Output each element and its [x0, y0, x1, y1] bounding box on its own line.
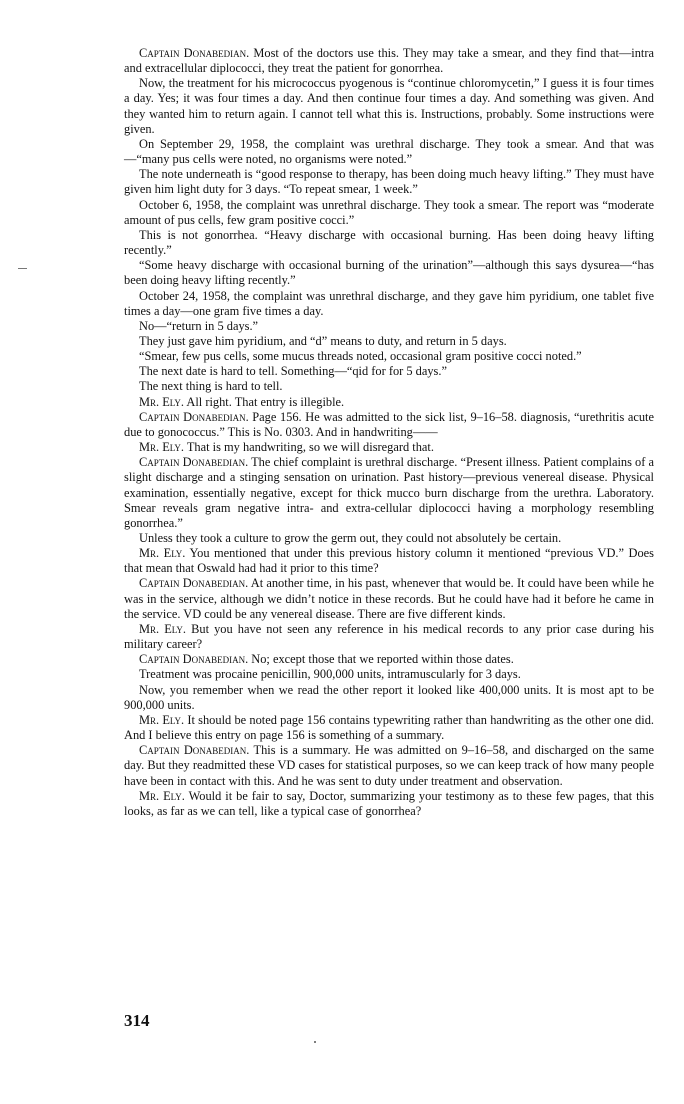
transcript-paragraph: [124, 167, 654, 197]
transcript-paragraph: [124, 546, 654, 576]
speaker-name: Captain Donabedian.: [139, 46, 250, 60]
transcript-paragraph: [124, 713, 654, 743]
speaker-name: Mr. Ely.: [139, 546, 186, 561]
paragraph-text: It should be noted page 156 contains typewriting rather than handwriting as the other one did. And I believe this entry on page 156 is something of a summary.: [124, 712, 654, 743]
paragraph-text: The next date is hard to tell. Something—“qid for for 5 days.”: [139, 364, 447, 379]
paragraph-text: The note underneath is “good response to therapy, has been doing much heavy lifting.” They must have given him light duty for 3 days. “To repeat smear, 1 week.”: [124, 167, 654, 197]
transcript-body: [124, 46, 654, 819]
paragraph-text: October 24, 1958, the complaint was unrethral discharge, and they gave him pyridium, one tablet five times a day—one gram five times a day.: [124, 288, 654, 318]
speaker-name: Mr. Ely.: [139, 788, 185, 803]
paragraph-text: This is not gonorrhea. “Heavy discharge with occasional burning. Has been doing heavy lifting recently.”: [124, 227, 654, 258]
margin-dash: [18, 268, 27, 269]
paragraph-text: “Some heavy discharge with occasional burning of the urination”—although this says dysurea—“has been doing heavy lifting recently.”: [124, 258, 654, 288]
paragraph-text: Treatment was procaine penicillin, 900,000 units, intramuscularly for 3 days.: [139, 667, 521, 682]
transcript-paragraph: [124, 76, 654, 137]
speaker-name: Mr. Ely.: [139, 712, 185, 727]
transcript-paragraph: [124, 531, 654, 546]
paragraph-text: Page 156. He was admitted to the sick list, 9–16–58. diagnosis, “urethritis acute due to gonococcus.” This is No. 0303. And in handwriting——: [124, 409, 654, 439]
transcript-paragraph: [124, 410, 654, 440]
transcript-paragraph: [124, 258, 654, 288]
paragraph-text: The next thing is hard to tell.: [139, 379, 283, 394]
paragraph-text: This is a summary. He was admitted on 9–16–58, and discharged on the same day. But they readmitted these VD cases for statistical purposes, so we can keep track of how many people have been in contact with this. And he was sent to duty under treatment and observation.: [124, 743, 655, 788]
transcript-paragraph: [124, 440, 654, 455]
transcript-paragraph: [124, 789, 654, 819]
transcript-paragraph: [124, 576, 654, 621]
transcript-paragraph: [124, 319, 654, 334]
paragraph-text: That is my handwriting, so we will disregard that.: [183, 440, 434, 455]
stray-dot: [314, 1041, 316, 1043]
paragraph-text: No—“return in 5 days.”: [139, 318, 259, 333]
paragraph-text: Unless they took a culture to grow the germ out, they could not absolutely be certain.: [139, 531, 562, 545]
transcript-paragraph: [124, 652, 654, 667]
paragraph-text: You mentioned that under this previous history column it mentioned “previous VD.” Does that mean that Oswald had had it prior to this time?: [124, 546, 654, 576]
speaker-name: Captain Donabedian.: [139, 576, 249, 591]
speaker-name: Captain Donabedian.: [139, 743, 250, 758]
paragraph-text: Would it be fair to say, Doctor, summarizing your testimony as to these few pages, that this looks, as far as we can tell, like a typical case of gonorrhea?: [124, 788, 654, 818]
paragraph-text: At another time, in his past, whenever that would be. It could have been while he was in the service, although we didn’t notice in these records. But he could have had it before he came in the service. VD could be any venereal disease. There are five different kinds.: [124, 576, 654, 621]
paragraph-text: No; except those that we reported within those dates.: [248, 652, 514, 667]
transcript-paragraph: [124, 228, 654, 258]
speaker-name: Captain Donabedian.: [139, 455, 249, 470]
paragraph-text: Now, the treatment for his micrococcus pyogenous is “continue chloromycetin,” I guess it is four times a day. Yes; it was four times a day. And then continue four times a day. And something was given. And they wanted him to return again. I cannot tell what this is. Instructions, probably. Some instructions were given.: [124, 76, 654, 136]
paragraph-text: They just gave him pyridium, and “d” means to duty, and return in 5 days.: [139, 333, 507, 348]
transcript-paragraph: [124, 743, 654, 788]
paragraph-text: On September 29, 1958, the complaint was urethral discharge. They took a smear. And that was—“many pus cells were noted, no organisms were noted.”: [124, 136, 654, 167]
speaker-name: Mr. Ely.: [139, 440, 184, 455]
transcript-paragraph: [124, 198, 654, 228]
transcript-paragraph: [124, 46, 654, 76]
paragraph-text: But you have not seen any reference in his medical records to any prior case during his military career?: [124, 621, 655, 652]
transcript-paragraph: [124, 137, 654, 167]
transcript-paragraph: [124, 395, 654, 410]
transcript-paragraph: [124, 334, 654, 349]
paragraph-text: All right. That entry is illegible.: [183, 394, 345, 409]
speaker-name: Captain Donabedian.: [139, 409, 249, 424]
transcript-paragraph: [124, 455, 654, 531]
speaker-name: Mr. Ely.: [139, 621, 186, 636]
paragraph-text: Most of the doctors use this. They may take a smear, and they find that—intra and extracellular diplococci, they treat the patient for gonorrhea.: [124, 46, 654, 76]
transcript-paragraph: [124, 349, 654, 364]
paragraph-text: Now, you remember when we read the other report it looked like 400,000 units. It is most apt to be 900,000 units.: [124, 682, 654, 712]
speaker-name: Captain Donabedian.: [139, 652, 249, 667]
transcript-paragraph: [124, 379, 654, 394]
paragraph-text: The chief complaint is urethral discharge. “Present illness. Patient complains of a slight discharge and a stinging sensation on urination. Past history—previous venereal disease. Physical examination, essentially negative, except for thick mucco burn discharge from the urethra. Laboratory. Smear reveals gram negative intra- and extra-cellular diplococci having a morphology resembling gonorrhea.”: [124, 455, 654, 530]
transcript-paragraph: [124, 683, 654, 713]
transcript-paragraph: [124, 364, 654, 379]
transcript-paragraph: [124, 622, 654, 652]
speaker-name: Mr. Ely.: [139, 394, 184, 409]
transcript-paragraph: [124, 667, 654, 682]
paragraph-text: October 6, 1958, the complaint was unrethral discharge. They took a smear. The report was “moderate amount of pus cells, few gram positive cocci.”: [124, 197, 654, 227]
page-number: 314: [124, 1011, 150, 1030]
transcript-paragraph: [124, 289, 654, 319]
paragraph-text: “Smear, few pus cells, some mucus threads noted, occasional gram positive cocci noted.”: [139, 349, 582, 364]
